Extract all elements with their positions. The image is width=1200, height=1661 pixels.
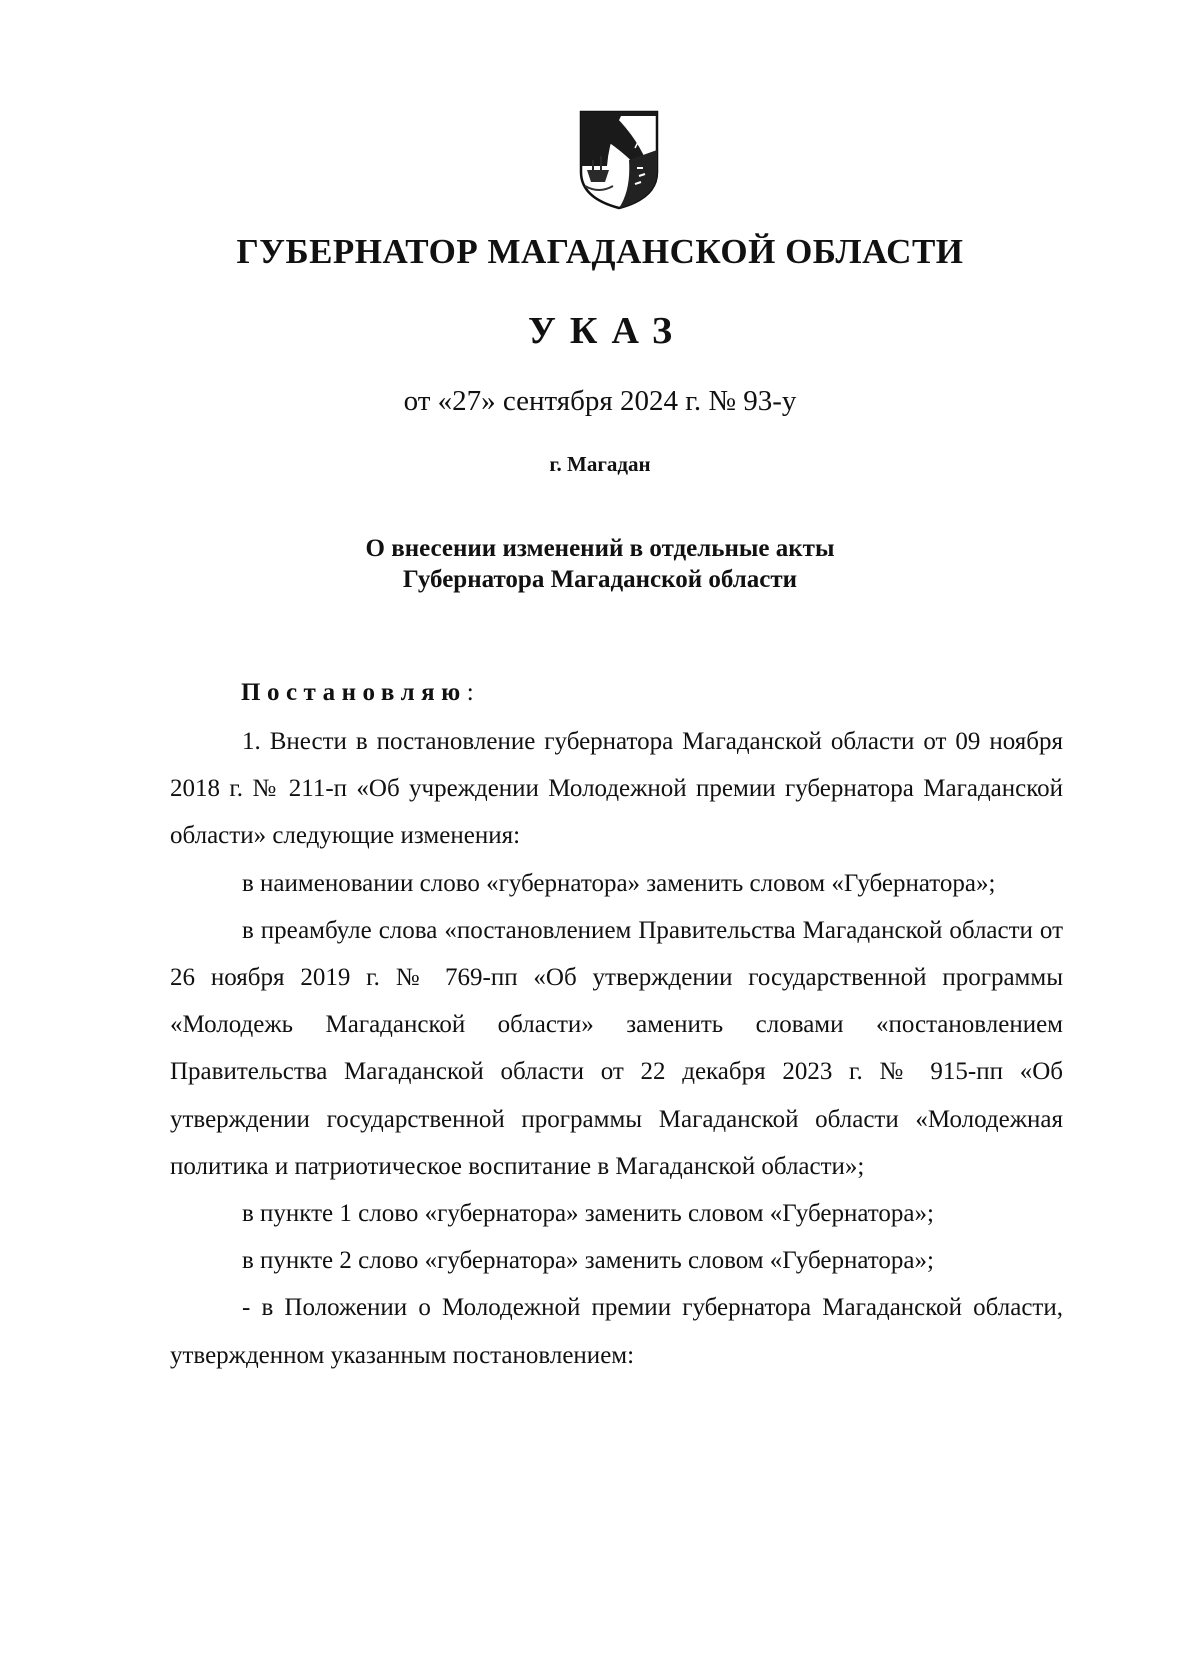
document-type: УКАЗ	[528, 310, 686, 352]
resolution-heading-text: Постановляю	[241, 679, 467, 706]
coat-of-arms-icon	[579, 110, 659, 210]
issuer-title: ГУБЕРНАТОР МАГАДАНСКОЙ ОБЛАСТИ	[236, 232, 964, 271]
document-body	[170, 718, 1063, 1379]
body-paragraph: 1. Внести в постановление губернатора Магаданской области от 09 ноября 2018 г. № 211-п «Об учреждении Молодежной премии губернатора Магаданской области» следующие изменения:	[170, 728, 1063, 850]
body-paragraph: в пункте 2 слово «губернатора» заменить словом «Губернатора»;	[242, 1247, 934, 1275]
document-date-number: от «27» сентября 2024 г. № 93-у	[403, 385, 797, 417]
document-subject	[0, 533, 1200, 595]
body-paragraph: в преамбуле слова «постановлением Правительства Магаданской области от 26 ноября 2019 г. № 769-пп «Об утверждении государственной программы «Молодежь Магаданской области» заменить словами «постановлением Правительства Магаданской области от 22 декабря 2023 г. № 915-пп «Об утверждении государственной программы Магаданской области «Молодежная политика и патриотическое воспитание в Магаданской области»;	[170, 916, 1063, 1180]
resolution-heading	[241, 679, 474, 707]
resolution-heading-colon: :	[466, 679, 474, 706]
body-paragraph: в пункте 1 слово «губернатора» заменить словом «Губернатора»;	[242, 1200, 934, 1228]
body-paragraph: - в Положении о Молодежной премии губернатора Магаданской области, утвержденном указанным постановлением:	[170, 1294, 1063, 1369]
body-paragraph: в наименовании слово «губернатора» заменить словом «Губернатора»;	[242, 869, 996, 897]
subject-line: Губернатора Магаданской области	[402, 566, 798, 593]
subject-line: О внесении изменений в отдельные акты	[365, 535, 835, 562]
document-city: г. Магадан	[549, 452, 651, 476]
